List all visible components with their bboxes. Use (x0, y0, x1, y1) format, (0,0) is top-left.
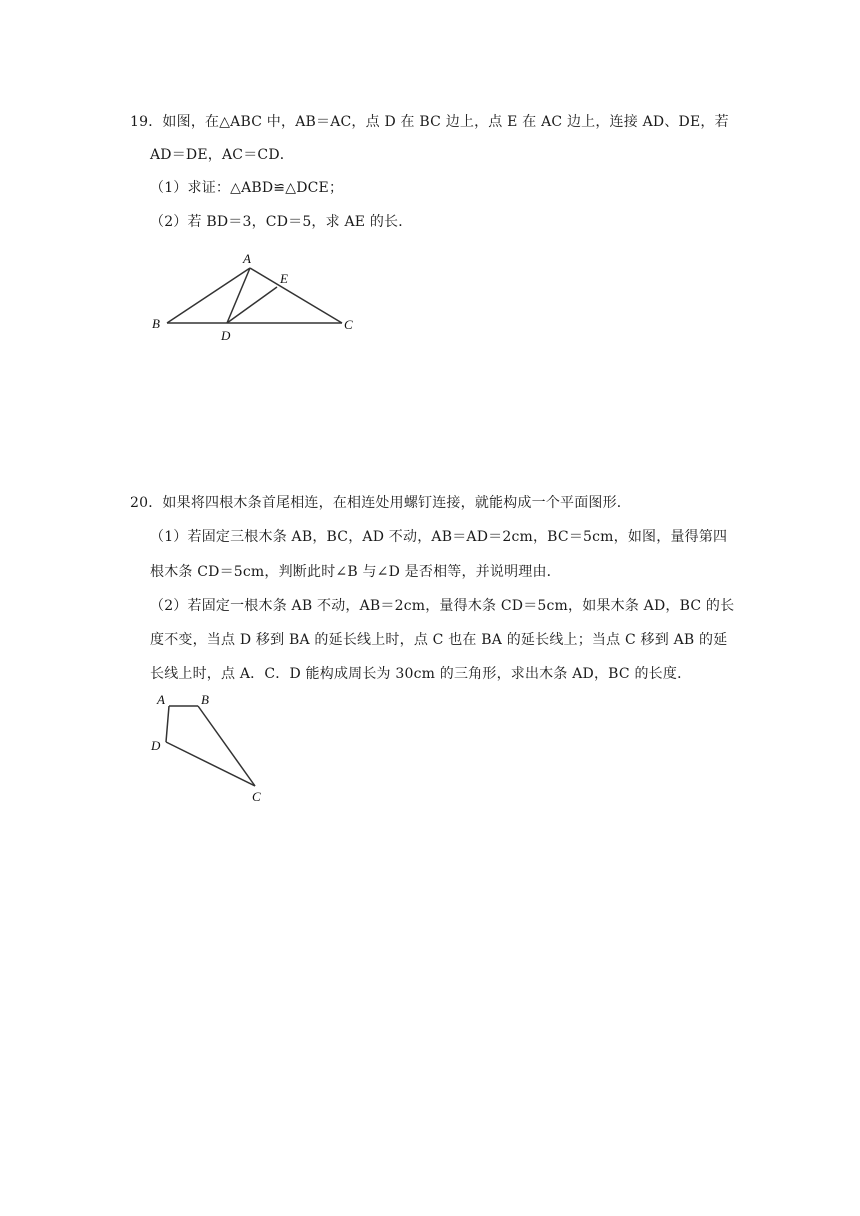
label-c: C (344, 317, 353, 332)
problem-20-part-2-line-1: （2）若固定一根木条 AB 不动，AB＝2cm，量得木条 CD＝5cm，如果木条 AD，BC 的长 (150, 598, 735, 614)
problem-19-line-2: AD＝DE，AC＝CD． (150, 147, 294, 163)
problem-20-line-1: 20．如果将四根木条首尾相连，在相连处用螺钉连接，就能构成一个平面图形． (130, 495, 632, 511)
problem-20-part-2-line-3: 长线上时，点 A．C．D 能构成周长为 30cm 的三角形，求出木条 AD，BC 的长度． (150, 666, 692, 682)
problem-19-part-2: （2）若 BD＝3，CD＝5，求 AE 的长． (150, 214, 413, 230)
problem-20-part-2-line-2: 度不变，当点 D 移到 BA 的延长线上时，点 C 也在 BA 的延长线上；当点 C 移到 AB 的延 (150, 632, 728, 648)
problem-19-line-1: 19．如图，在△ABC 中，AB＝AC，点 D 在 BC 边上，点 E 在 AC 边上，连接 AD、DE，若 (130, 114, 729, 130)
problem-19-part-1: （1）求证：△ABD≌△DCE； (150, 180, 344, 196)
label-b: B (152, 316, 160, 331)
triangle-figure-19 (140, 245, 380, 350)
segment-dc (166, 742, 255, 786)
segment-bc (198, 706, 255, 786)
problem-20-part-1-line-2: 根木条 CD＝5cm，判断此时∠B 与∠D 是否相等，并说明理由． (150, 564, 561, 580)
segment-ad (166, 706, 169, 742)
label-a: A (243, 251, 251, 266)
label-a: A (157, 692, 165, 707)
label-d: D (221, 328, 231, 343)
quadrilateral-figure-20 (145, 688, 280, 808)
label-e: E (280, 271, 288, 286)
label-c: C (252, 789, 261, 804)
segment-ac (250, 268, 342, 323)
label-d: D (151, 738, 161, 753)
problem-20-part-1-line-1: （1）若固定三根木条 AB，BC，AD 不动，AB＝AD＝2cm，BC＝5cm，如图，量得第四 (150, 529, 728, 545)
label-b: B (201, 692, 209, 707)
